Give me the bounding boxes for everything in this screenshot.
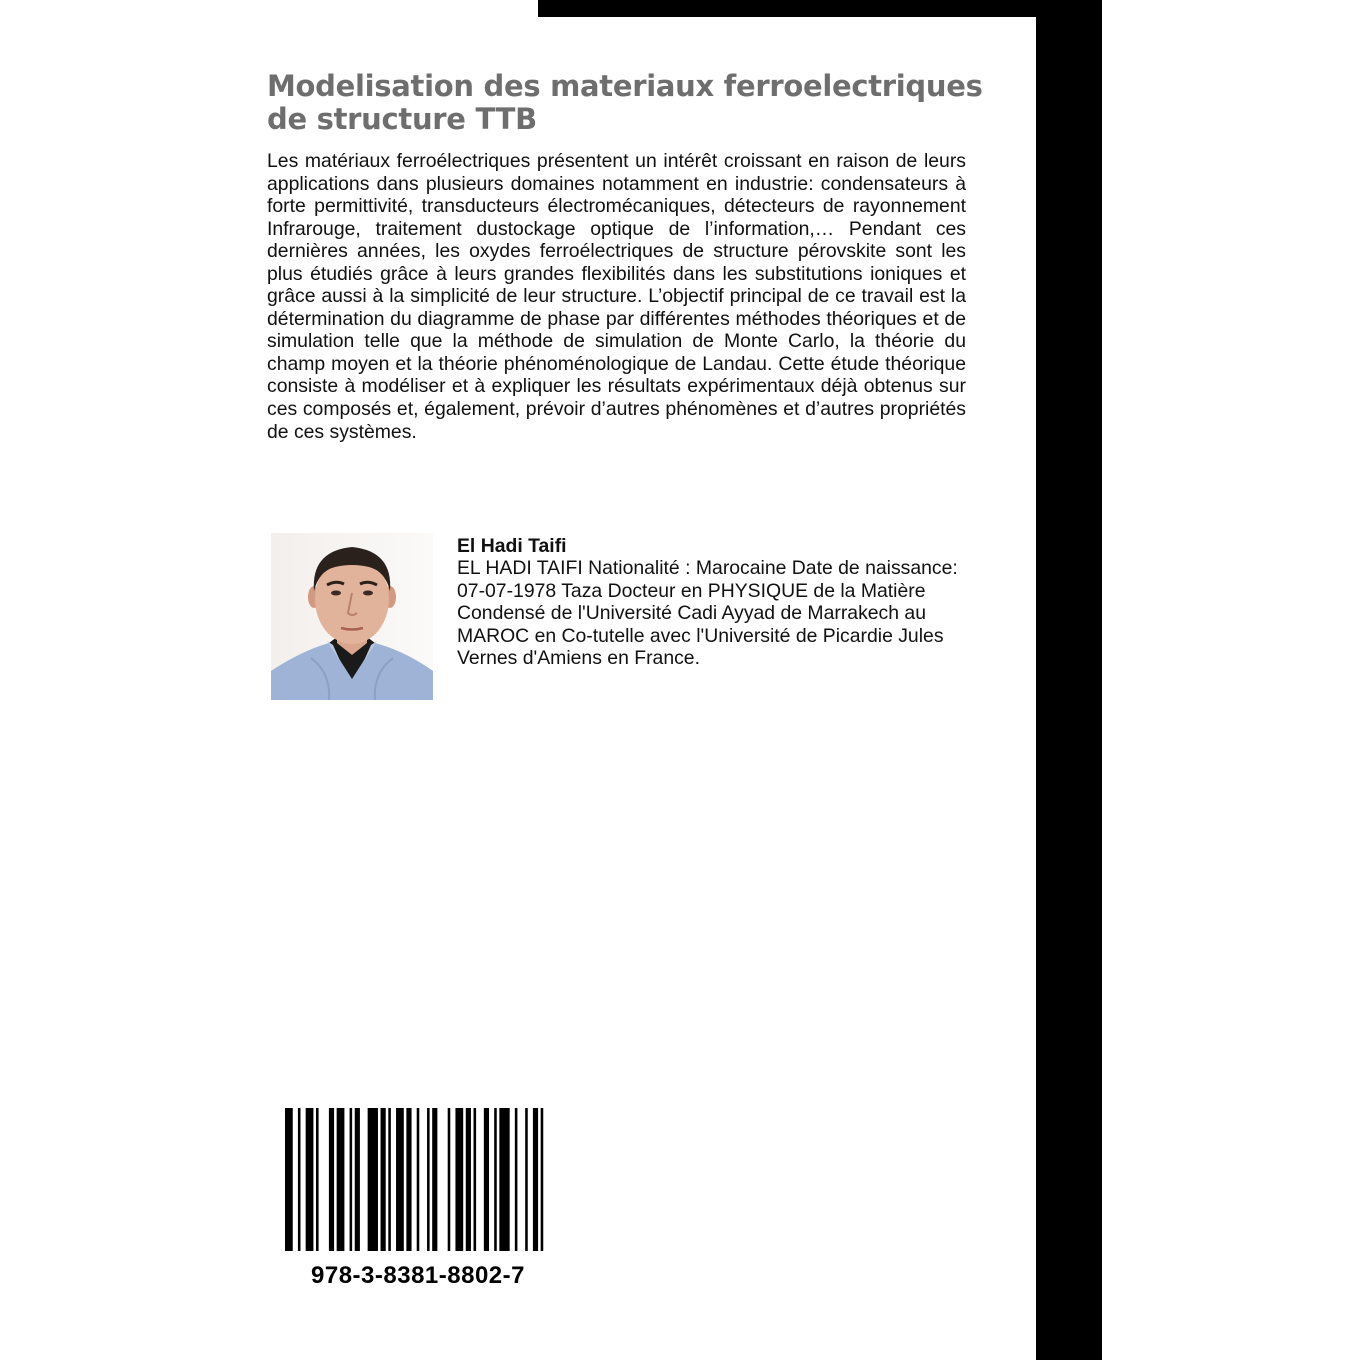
- barcode-bar: [406, 1108, 411, 1251]
- barcode-bar: [417, 1108, 420, 1251]
- barcode-bar: [427, 1108, 430, 1251]
- author-photo: [271, 533, 433, 700]
- barcode: [285, 1108, 551, 1251]
- barcode-bar: [474, 1108, 477, 1251]
- author-bio: EL HADI TAIFI Nationalité : Marocaine Date de naissance: 07-07-1978 Taza Docteur en PHYSIQUE de la Matière Condensé de l'Université Cadi Ayyad de Marrakech au MAROC en Co-tutelle avec l'Université de Picardie Jules Vernes d'Amiens en France.: [457, 557, 958, 669]
- barcode-bar: [298, 1108, 301, 1251]
- barcode-bar: [448, 1108, 451, 1251]
- barcode-bar: [525, 1108, 528, 1251]
- barcode-bar: [329, 1108, 334, 1251]
- barcode-bar: [466, 1108, 471, 1251]
- barcode-bar: [515, 1108, 518, 1251]
- barcode-bar: [541, 1108, 544, 1251]
- top-border-bar: [538, 0, 1102, 17]
- barcode-bar: [455, 1108, 463, 1251]
- author-name: El Hadi Taifi: [457, 535, 567, 557]
- barcode-bar: [355, 1108, 360, 1251]
- barcode-bar: [499, 1108, 509, 1251]
- barcode-bar: [316, 1108, 319, 1251]
- barcode-bar: [388, 1108, 391, 1251]
- barcode-bar: [396, 1108, 404, 1251]
- barcode-bar: [285, 1108, 293, 1251]
- barcode-bar: [494, 1108, 497, 1251]
- spine-bar: [1036, 0, 1102, 1360]
- book-synopsis: Les matériaux ferroélectriques présentent un intérêt croissant en raison de leurs applications dans plusieurs domaines notamment en industrie: condensateurs à forte permittivité, transducteurs électromécaniques, détecteurs de rayonnement Infrarouge, traitement dustockage optique de l’information,… Pendant ces dernières années, les oxydes ferroélectriques de structure pérovskite sont les plus étudiés grâce à leurs grandes flexibilités dans les substitutions ioniques et grâce aussi à la simplicité de leur structure. L’objectif principal de ce travail est la détermination du diagramme de phase par différentes méthodes théoriques et de simulation telle que la méthode de simulation de Monte Carlo, la théorie du champ moyen et la théorie phénoménologique de Landau. Cette étude théorique consiste à modéliser et à expliquer les résultats expérimentaux déjà obtenus sur ces composés et, également, prévoir d’autres phénomènes et d’autres propriétés de ces systèmes.: [267, 150, 966, 443]
- barcode-bar: [533, 1108, 538, 1251]
- barcode-bar: [484, 1108, 489, 1251]
- barcode-bar: [368, 1108, 378, 1251]
- barcode-bar: [337, 1108, 345, 1251]
- barcode-bar: [381, 1108, 386, 1251]
- barcode-bar: [306, 1108, 314, 1251]
- book-title: Modelisation des materiaux ferroelectriques de structure TTB: [267, 69, 983, 136]
- barcode-bar: [350, 1108, 353, 1251]
- isbn-number: 978-3-8381-8802-7: [311, 1262, 525, 1289]
- barcode-bar: [432, 1108, 437, 1251]
